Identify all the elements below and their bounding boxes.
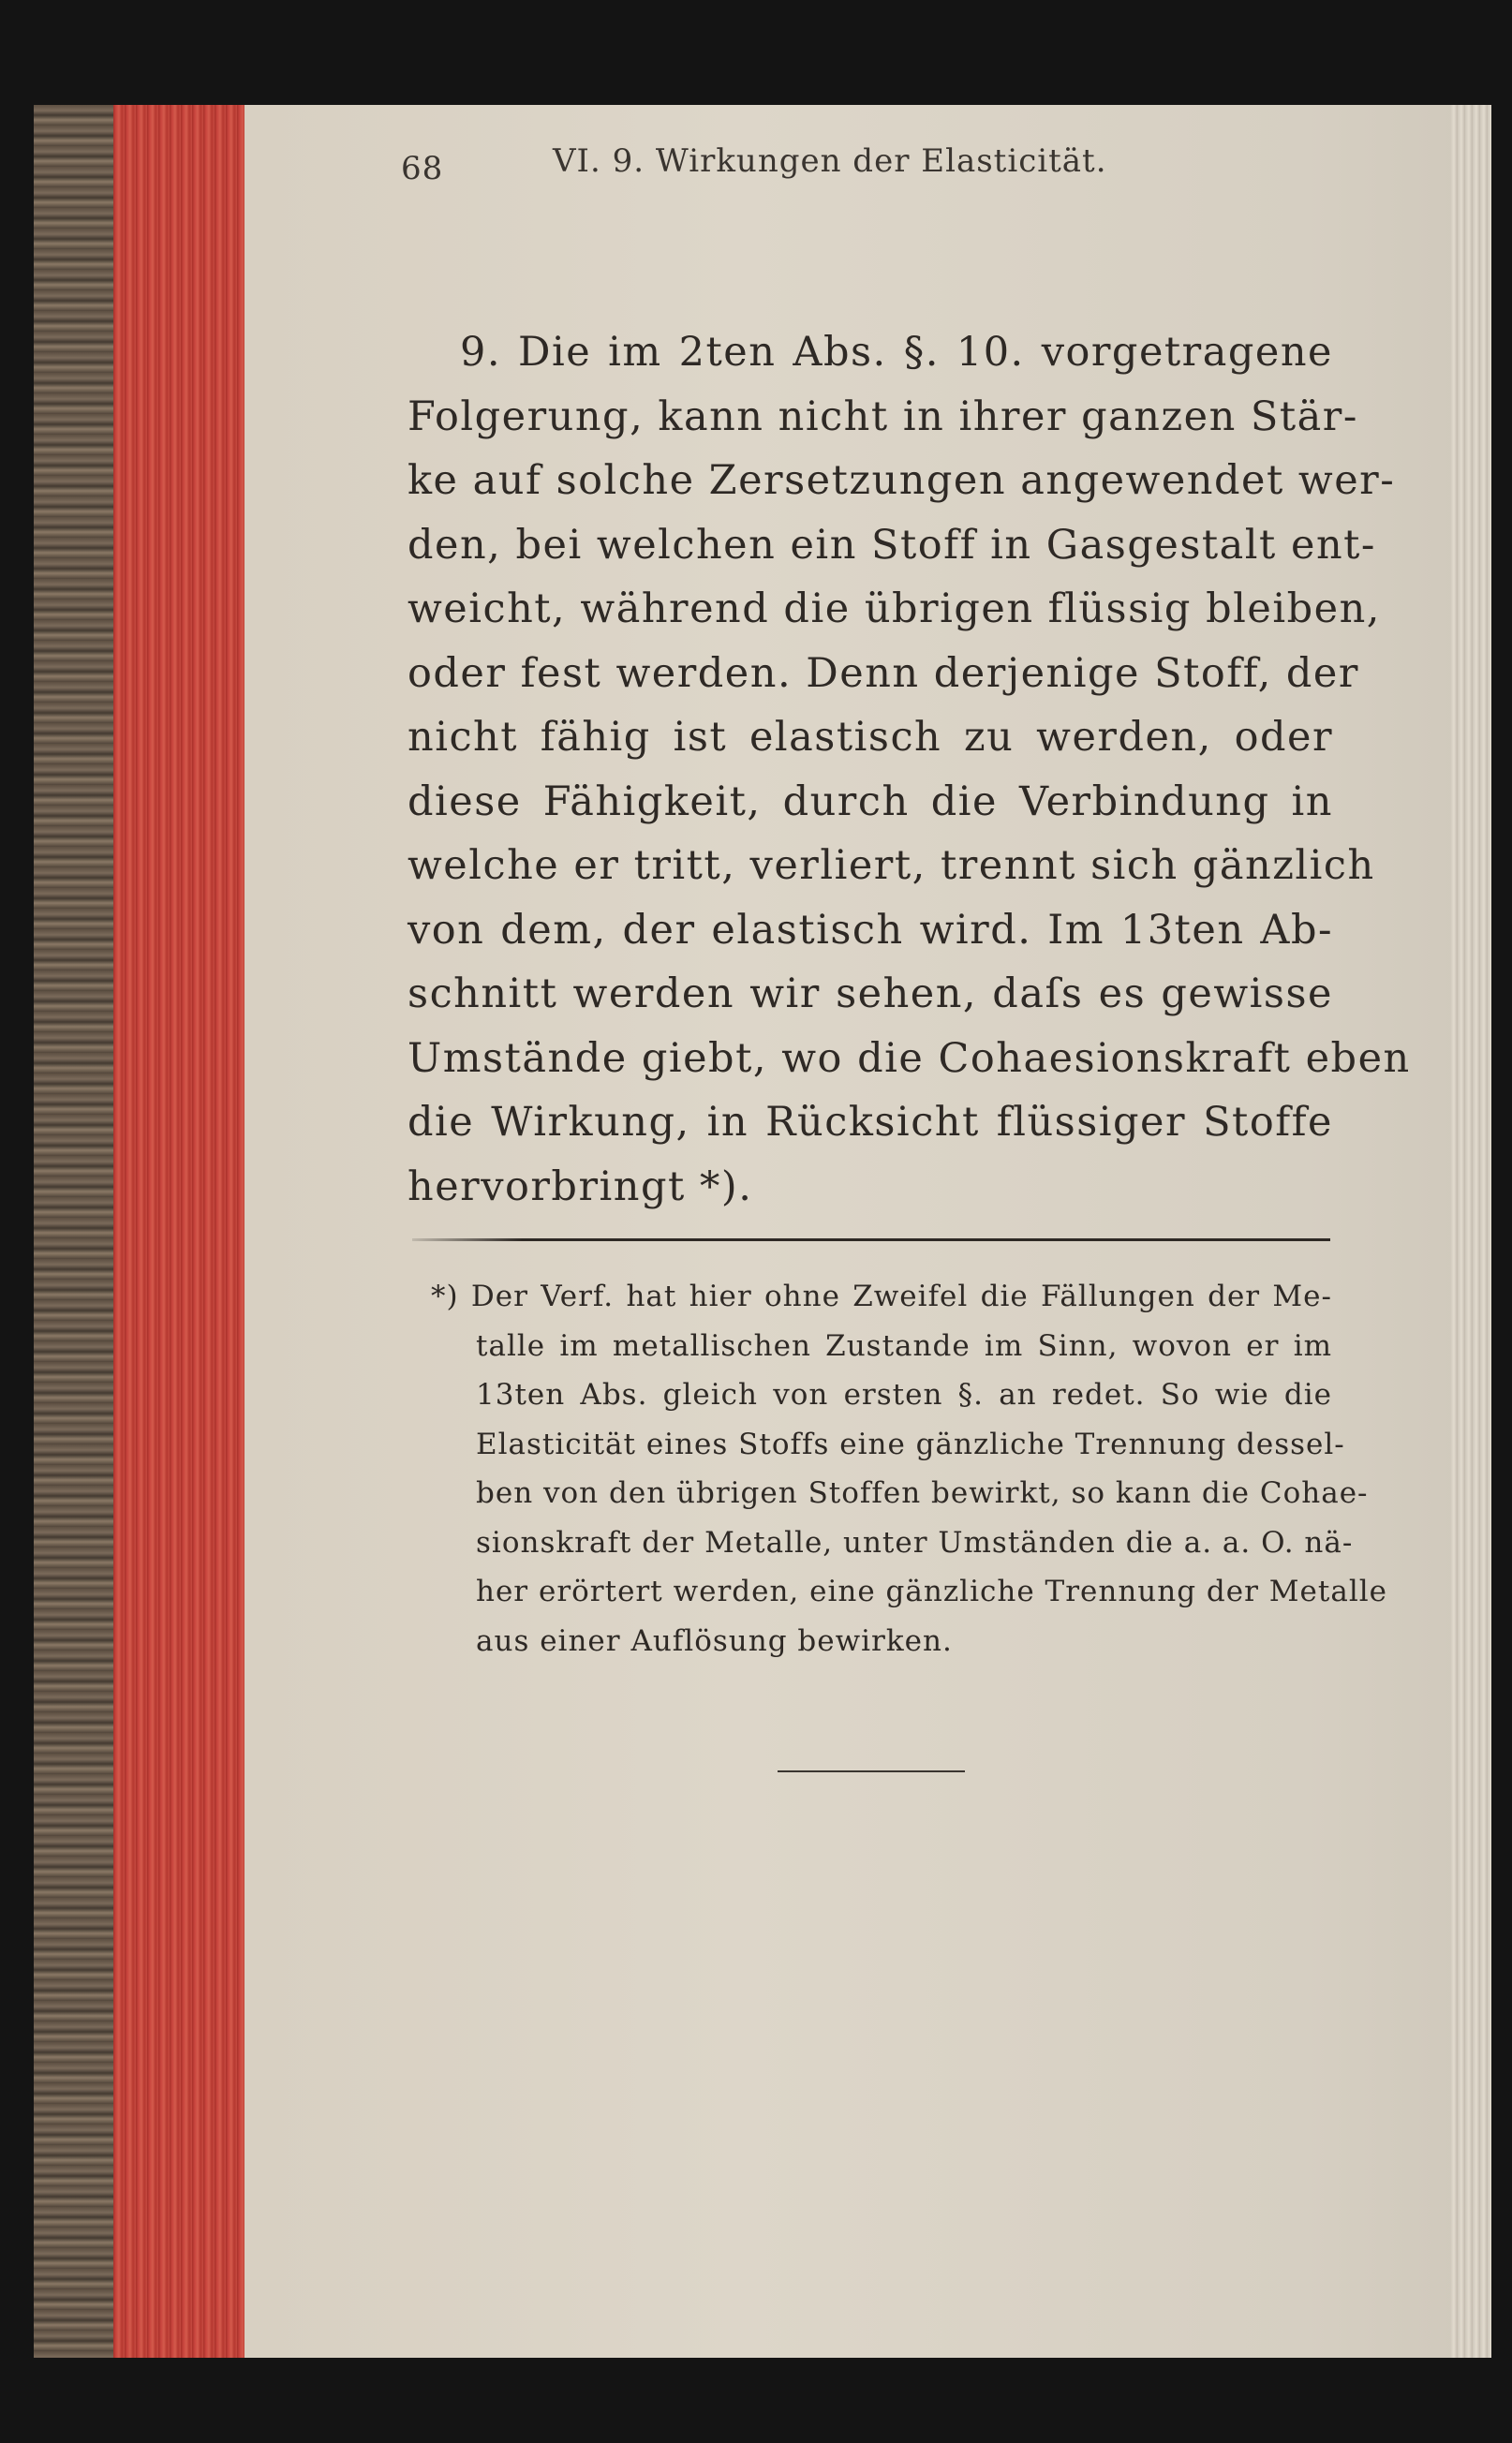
text-line: welche er tritt, verliert, trennt sich gänzlich xyxy=(408,842,1375,889)
text-line: den, bei welchen ein Stoff in Gasgestalt ent- xyxy=(408,521,1376,569)
main-text xyxy=(408,320,1411,1219)
footnote-line: *) Der Verf. hat hier ohne Zweifel die Fällungen der Me- xyxy=(431,1280,1332,1313)
footnote-line: sionskraft der Metalle, unter Umständen die a. a. O. nä- xyxy=(476,1525,1354,1560)
footnote-line: ben von den übrigen Stoffen bewirkt, so kann die Cohae- xyxy=(476,1476,1369,1510)
text-line: weicht, während die übrigen flüssig bleiben, xyxy=(408,585,1381,632)
text-line: die Wirkung, in Rücksicht flüssiger Stoffe xyxy=(408,1099,1333,1146)
closing-rule xyxy=(778,1770,965,1772)
text-line: 9. Die im 2ten Abs. §. 10. vorgetragene xyxy=(460,329,1333,376)
footnote-line: talle im metallischen Zustande im Sinn, wovon er im xyxy=(476,1328,1332,1363)
running-title: VI. 9. Wirkungen der Elasticität. xyxy=(553,142,1107,180)
book-spine-edge xyxy=(34,105,113,2358)
text-line: von dem, der elastisch wird. Im 13ten Ab- xyxy=(408,906,1333,954)
text-line: diese Fähigkeit, durch die Verbindung in xyxy=(408,777,1333,825)
footnote-line: Elasticität eines Stoffs eine gänzliche Trennung dessel- xyxy=(476,1427,1345,1461)
footnote-line: her erörtert werden, eine gänzliche Trennung der Metalle xyxy=(476,1575,1387,1608)
text-line: hervorbringt *). xyxy=(408,1162,753,1210)
text-line: schnitt werden wir sehen, daſs es gewisse xyxy=(408,970,1333,1017)
text-line: Umstände giebt, wo die Cohaesionskraft eben xyxy=(408,1034,1411,1082)
page-number: 68 xyxy=(401,150,444,187)
footnote-separator xyxy=(412,1238,1330,1241)
text-line: oder fest werden. Denn derjenige Stoff, der xyxy=(408,649,1359,697)
text-line: ke auf solche Zersetzungen angewendet wer- xyxy=(408,457,1396,504)
footnote-line: 13ten Abs. gleich von ersten §. an redet. So wie die xyxy=(476,1378,1332,1412)
right-page-edges xyxy=(1450,105,1491,2358)
footnote-line: aus einer Auflösung bewirken. xyxy=(476,1623,953,1658)
text-line: Folgerung, kann nicht in ihrer ganzen Stär- xyxy=(408,392,1358,440)
text-line: nicht fähig ist elastisch zu werden, oder xyxy=(408,714,1333,761)
red-page-edges xyxy=(113,105,245,2358)
footnote xyxy=(431,1272,1387,1666)
